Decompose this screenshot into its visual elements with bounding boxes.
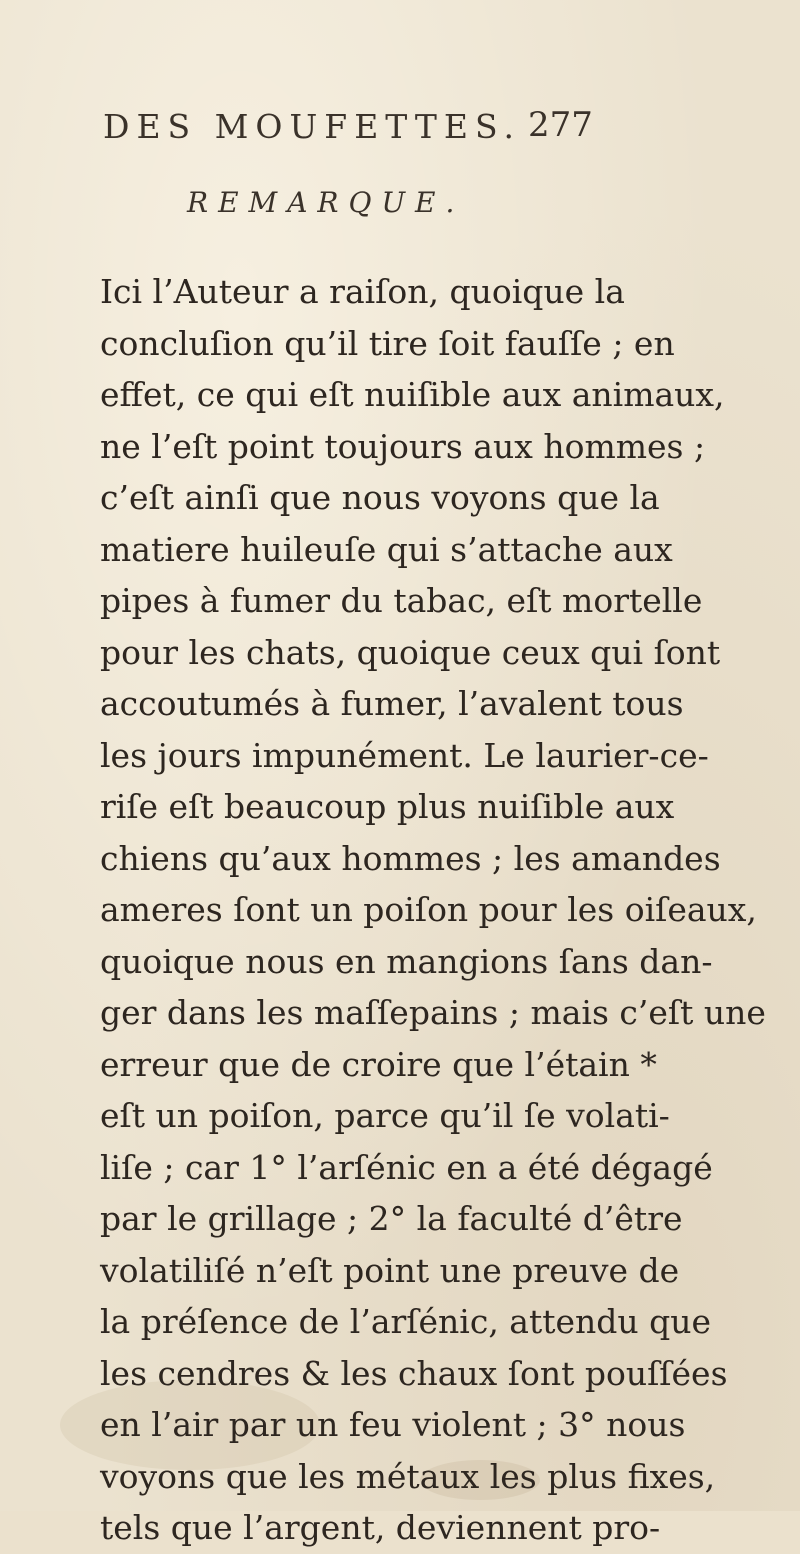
text-line: les jours impunément. Le laurier-ce- xyxy=(100,735,709,775)
text-line: eſt un poiſon, parce qu’il ſe volati- xyxy=(100,1096,670,1135)
text-line: accoutumés à fumer, l’avalent tous xyxy=(100,684,684,723)
text-line: voyons que les métaux les plus fixes, xyxy=(100,1456,716,1496)
text-line: c’eſt ainſi que nous voyons que la xyxy=(100,478,660,517)
text-line: par le grillage ; 2° la faculté d’être xyxy=(100,1199,683,1238)
text-line: matiere huileuſe qui s’attache aux xyxy=(100,529,673,569)
text-line: chiens qu’aux hommes ; les amandes xyxy=(100,838,721,878)
text-line: ger dans les maſſepains ; mais c’eſt une xyxy=(100,993,766,1032)
page-number: 277 xyxy=(528,105,593,145)
text-line: riſe eſt beaucoup plus nuiſible aux xyxy=(100,787,675,826)
text-line: erreur que de croire que l’étain * xyxy=(100,1044,657,1084)
text-line: pour les chats, quoique ceux qui ſont xyxy=(100,632,721,672)
section-title: REMARQUE. xyxy=(187,186,465,219)
text-line: la préſence de l’arſénic, attendu que xyxy=(100,1302,712,1341)
page-header xyxy=(103,103,643,163)
text-line: ameres ſont un poiſon pour les oiſeaux, xyxy=(100,890,757,929)
text-line: en l’air par un feu violent ; 3° nous xyxy=(100,1405,686,1444)
body-text xyxy=(100,266,770,1554)
text-line: volatiliſé n’eſt point une preuve de xyxy=(100,1250,680,1290)
text-line: ne l’eſt point toujours aux hommes ; xyxy=(100,426,706,466)
text-line: quoique nous en mangions ſans dan- xyxy=(100,941,713,981)
text-line: effet, ce qui eſt nuiſible aux animaux, xyxy=(100,375,725,414)
running-head: DES MOUFETTES. xyxy=(103,107,521,146)
text-line: pipes à fumer du tabac, eſt mortelle xyxy=(100,581,703,620)
text-line: tels que l’argent, deviennent pro- xyxy=(100,1508,661,1547)
text-line: concluſion qu’il tire ſoit fauſſe ; en xyxy=(100,323,675,363)
text-line: Ici l’Auteur a raiſon, quoique la xyxy=(100,272,625,311)
text-line: liſe ; car 1° l’arſénic en a été dégagé xyxy=(100,1147,713,1187)
text-line: les cendres & les chaux ſont pouſſées xyxy=(100,1353,728,1393)
